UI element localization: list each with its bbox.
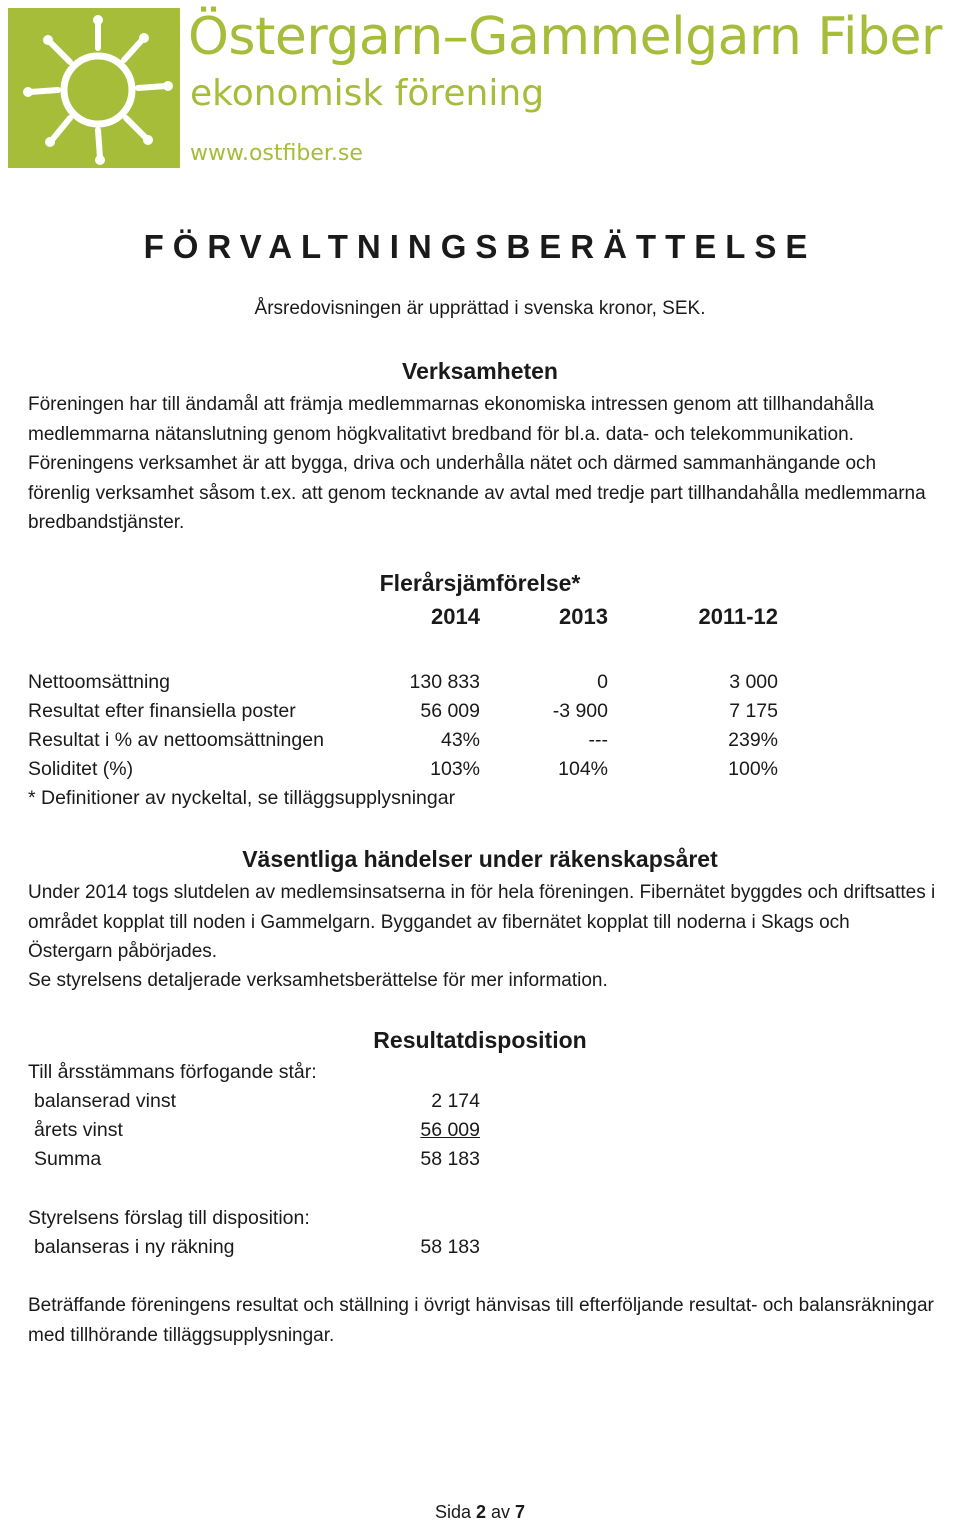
logo-subtitle: ekonomisk förening [190, 73, 545, 114]
sun-logo-icon [8, 8, 180, 168]
row-value: 130 833 [409, 671, 480, 693]
row-value: 100% [728, 758, 778, 780]
table-row [28, 755, 788, 784]
year-header-2013: 2013 [559, 604, 608, 629]
disposition-item-value-wrap [280, 1116, 480, 1145]
footnote-text: * Definitioner av nyckeltal, se tilläggsupplysningar [28, 787, 456, 809]
table-row [28, 697, 788, 726]
disposition-sum-label: Summa [34, 1148, 102, 1170]
row-label: Nettoomsättning [28, 671, 170, 693]
row-label: Soliditet (%) [28, 758, 134, 780]
proposal-value: 58 183 [420, 1236, 480, 1258]
row-label: Resultat i % av nettoomsättningen [28, 729, 324, 751]
flerarsjamforelse-heading: Flerårsjämförelse* [379, 570, 581, 596]
row-value: -3 900 [552, 700, 608, 722]
footnote [28, 784, 788, 813]
proposal-label: balanseras i ny räkning [34, 1236, 235, 1258]
row-value: 7 175 [729, 700, 778, 722]
logo [0, 0, 960, 172]
row-value: 104% [558, 758, 608, 780]
footer-total-pages: 7 [515, 1502, 526, 1522]
footer-page-number: 2 [475, 1502, 486, 1522]
row-value: 56 009 [420, 700, 480, 722]
year-header-2011-12: 2011-12 [698, 604, 778, 629]
footer-middle: av [491, 1502, 511, 1522]
logo-name: Östergarn–Gammelgarn Fiber [188, 7, 942, 67]
row-value: --- [588, 729, 608, 751]
disposition-sum-value: 58 183 [420, 1148, 480, 1170]
disposition-intro: Till årsstämmans förfogande står: [28, 1061, 317, 1083]
year-header-2014: 2014 [431, 604, 480, 629]
table-header-row [28, 602, 788, 631]
disposition-item-value: 2 174 [431, 1090, 480, 1112]
disposition-item-label: årets vinst [34, 1119, 123, 1141]
disposition-item-label: balanserad vinst [34, 1090, 177, 1112]
handelser-heading: Väsentliga händelser under räkenskapsåret [242, 846, 718, 872]
row-value: 43% [440, 729, 480, 751]
verksamheten-text: Föreningen har till ändamål att främja medlemmarnas ekonomiska intressen genom att tillhandahålla medlemmarna nätanslutning genom högkvalitativt bredband för bl.a. data- och telekommunikation. Föreningens verksamhet är att bygga, driva och underhålla nätet och därmed sammanhängande och förenlig verksamhet såsom t.ex. att genom tecknande av avtal med tredje part tillhandahålla medlemmarna bredbandstjänster. [28, 394, 926, 533]
row-label: Resultat efter finansiella poster [28, 700, 296, 722]
closing-text: Beträffande föreningens resultat och ställning i övrigt hänvisas till efterföljande resultat- och balansräkningar med tillhörande tilläggsupplysningar. [28, 1295, 934, 1346]
row-value: 0 [597, 671, 608, 693]
row-value: 3 000 [729, 671, 778, 693]
page-title: FÖRVALTNINGSBERÄTTELSE [143, 228, 817, 265]
table-row [28, 726, 788, 755]
currency-note: Årsredovisningen är upprättad i svenska kronor, SEK. [254, 298, 706, 319]
row-value: 239% [728, 729, 778, 751]
handelser-text: Under 2014 togs slutdelen av medlemsinsatserna in för hela föreningen. Fibernätet byggdes och driftsattes i området kopplat till noden i Gammelgarn. Byggandet av fibernätet kopplat till noderna i Skags och Östergarn påbörjades. [28, 882, 936, 962]
disposition-item-value: 56 009 [420, 1119, 480, 1141]
table-row [28, 668, 788, 697]
page-footer [0, 1502, 960, 1523]
proposal-intro: Styrelsens förslag till disposition: [28, 1207, 310, 1229]
resultatdisposition-heading: Resultatdisposition [373, 1027, 587, 1053]
footer-prefix: Sida [434, 1502, 471, 1522]
sun-icon [8, 8, 180, 168]
logo-url: www.ostfiber.se [190, 141, 363, 166]
handelser-text-more: Se styrelsens detaljerade verksamhetsberättelse för mer information. [28, 970, 608, 991]
verksamheten-heading: Verksamheten [402, 358, 558, 384]
row-value: 103% [430, 758, 480, 780]
